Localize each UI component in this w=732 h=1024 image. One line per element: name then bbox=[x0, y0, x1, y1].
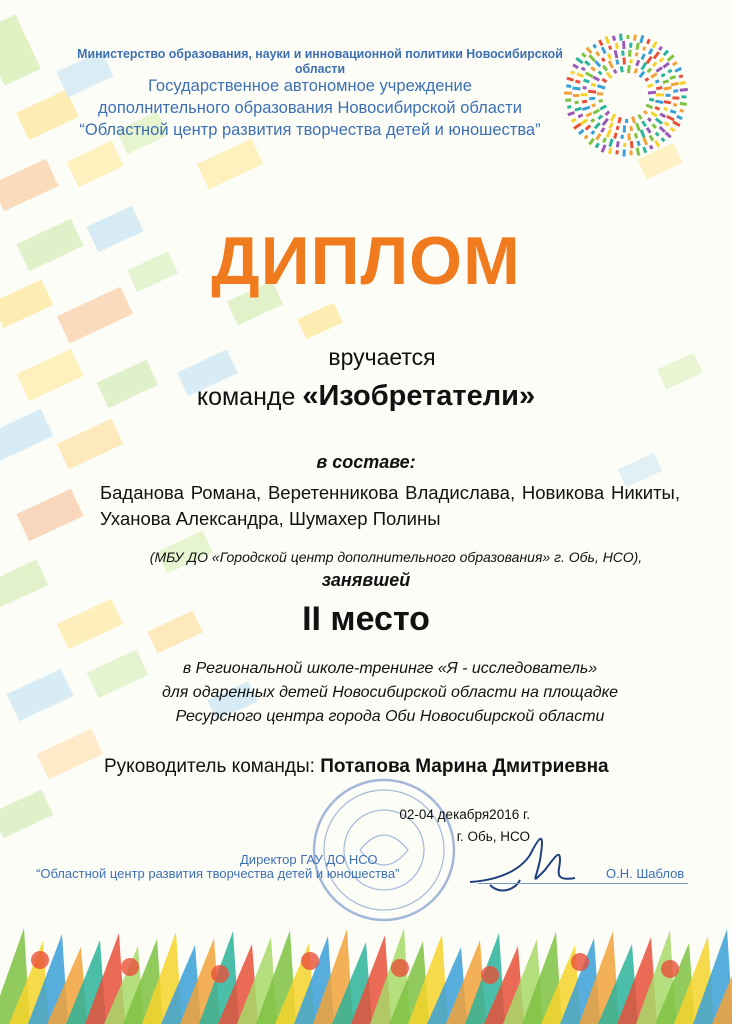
awarded-text: вручается bbox=[328, 344, 436, 370]
logo-tile bbox=[629, 126, 633, 131]
logo-tile bbox=[590, 130, 595, 135]
team-line bbox=[0, 380, 732, 413]
logo-tile bbox=[642, 46, 646, 51]
logo-tile bbox=[672, 120, 680, 127]
team-name: «Изобретатели» bbox=[302, 380, 536, 412]
logo-tile bbox=[667, 69, 672, 74]
logo-tile bbox=[654, 106, 660, 111]
logo-tile bbox=[680, 88, 688, 92]
logo-tile bbox=[602, 118, 609, 126]
logo-tile bbox=[642, 137, 648, 146]
logo-tile bbox=[666, 115, 674, 121]
logo-tile bbox=[635, 52, 639, 57]
logo-tile bbox=[629, 43, 632, 48]
date-place bbox=[300, 804, 530, 848]
logo-tile bbox=[630, 141, 634, 148]
logo-tile bbox=[621, 51, 624, 56]
logo-tile bbox=[637, 141, 641, 147]
logo-tile bbox=[634, 133, 638, 139]
logo-tile bbox=[595, 133, 601, 141]
logo-tile bbox=[623, 143, 626, 147]
director-title: Директор ГАУ ДО НСО bbox=[240, 852, 378, 867]
institution-line-3: “Областной центр развития творчества детей и юношества” bbox=[79, 121, 541, 139]
logo-tile bbox=[655, 79, 660, 83]
logo-tile bbox=[623, 57, 626, 64]
logo-tile bbox=[592, 44, 597, 49]
event-description bbox=[60, 657, 720, 729]
logo-tile bbox=[648, 91, 656, 95]
logo-tile bbox=[656, 66, 663, 73]
logo-tile bbox=[610, 113, 617, 121]
logo-tile bbox=[655, 132, 660, 137]
logo-tile bbox=[617, 117, 621, 124]
logo-tile bbox=[631, 116, 636, 124]
place-awarded: II место bbox=[302, 600, 430, 638]
logo-tile bbox=[615, 43, 619, 49]
event-city: г. Обь, НСО bbox=[456, 829, 530, 844]
logo-tile bbox=[593, 109, 601, 115]
logo-tile bbox=[606, 129, 612, 138]
logo-tile bbox=[608, 138, 613, 147]
took-label: занявшей bbox=[321, 570, 411, 590]
logo-tile bbox=[659, 57, 665, 63]
logo-tile bbox=[661, 73, 666, 78]
logo-tile bbox=[649, 135, 655, 142]
bottom-mosaic-band bbox=[0, 928, 732, 1024]
diploma-title: ДИПЛОМ bbox=[211, 223, 521, 299]
leader-name: Потапова Марина Дмитриевна bbox=[320, 756, 609, 777]
band-figure-head bbox=[661, 960, 679, 978]
logo-tile bbox=[641, 62, 648, 70]
logo-tile bbox=[591, 103, 596, 107]
logo-tile bbox=[633, 68, 638, 74]
logo-tile bbox=[637, 114, 642, 120]
logo-tile bbox=[635, 123, 641, 132]
logo-tile bbox=[599, 104, 607, 110]
ministry-line: Министерство образования, науки и инновационной политики Новосибирской области bbox=[77, 46, 563, 76]
logo-tile bbox=[608, 148, 613, 155]
logo-tile bbox=[662, 79, 669, 84]
logo-tile bbox=[586, 47, 593, 54]
logo-tile bbox=[605, 110, 611, 116]
logo-tile bbox=[659, 113, 666, 119]
logo-tile bbox=[667, 54, 675, 61]
logo-tile bbox=[663, 86, 671, 90]
logo-tile bbox=[597, 114, 603, 120]
logo-tile bbox=[650, 72, 657, 78]
logo-tile bbox=[671, 82, 679, 87]
logo-tile bbox=[613, 132, 617, 139]
logo-tile bbox=[650, 111, 657, 117]
logo-tile bbox=[679, 81, 685, 85]
logo-tile bbox=[602, 65, 608, 72]
logo-tile bbox=[635, 60, 640, 67]
logo-tile bbox=[670, 127, 676, 132]
logo-tile bbox=[651, 123, 657, 129]
logo-tile bbox=[658, 46, 663, 51]
logo-tile bbox=[602, 137, 607, 143]
logo-tile bbox=[648, 48, 654, 55]
logo-tile bbox=[680, 102, 687, 106]
logo-tile bbox=[674, 67, 682, 73]
composition-label: в составе: bbox=[316, 452, 416, 472]
logo-tile bbox=[598, 70, 603, 75]
logo-tile bbox=[607, 53, 612, 60]
logo-tile bbox=[628, 50, 632, 57]
director-name: О.Н. Шаблов bbox=[606, 866, 685, 881]
logo-tile bbox=[679, 74, 684, 78]
logo-tile bbox=[666, 94, 671, 97]
band-figure-head bbox=[121, 958, 139, 976]
logo-tile bbox=[644, 77, 649, 82]
logo-tile bbox=[623, 125, 626, 132]
logo-tile bbox=[641, 120, 647, 127]
logo-tile bbox=[601, 78, 607, 83]
logo-tile bbox=[636, 147, 641, 155]
logo-tile bbox=[589, 97, 595, 101]
logo-tile bbox=[590, 118, 595, 123]
logo-tile bbox=[670, 109, 677, 114]
logo-tile bbox=[614, 50, 619, 58]
logo-tile bbox=[600, 127, 605, 133]
logo-tile bbox=[629, 59, 633, 63]
signature-line bbox=[478, 883, 688, 884]
institution-line-1: Государственное автономное учреждение bbox=[148, 77, 472, 95]
organization-line: (МБУ ДО «Городской центр дополнительного образования» г. Обь, НСО), bbox=[149, 549, 643, 565]
logo-tile bbox=[591, 83, 597, 87]
logo-tile bbox=[635, 43, 639, 50]
logo-tile bbox=[672, 61, 678, 66]
logo-tile bbox=[629, 150, 632, 155]
logo-tile bbox=[672, 96, 679, 99]
logo-tile bbox=[646, 104, 654, 110]
logo-tile bbox=[659, 126, 666, 133]
event-line-2: для одаренных детей Новосибирской области на площадке bbox=[161, 684, 619, 701]
logo-tile bbox=[625, 119, 628, 123]
logo-tile bbox=[663, 62, 670, 69]
logo-tile bbox=[601, 47, 607, 55]
logo-tile bbox=[679, 109, 684, 113]
logo-tile bbox=[655, 100, 663, 104]
band-figure-head bbox=[391, 959, 409, 977]
logo-tile bbox=[646, 127, 652, 134]
logo-tile bbox=[622, 149, 625, 156]
logo-tile bbox=[639, 71, 646, 78]
team-prefix: команде bbox=[196, 383, 296, 411]
logo-tile bbox=[615, 150, 619, 154]
event-line-1: в Региональной школе-тренинге «Я - исследователь» bbox=[182, 660, 598, 677]
logo-tile bbox=[606, 72, 613, 79]
logo-tile bbox=[639, 35, 644, 44]
band-figure-head bbox=[211, 965, 229, 983]
logo-tile bbox=[615, 59, 619, 65]
band-figure-head bbox=[31, 951, 49, 969]
institution-line-2: дополнительного образования Новосибирской области bbox=[98, 99, 522, 117]
logo-tile bbox=[681, 95, 686, 98]
logo-tile bbox=[588, 54, 596, 62]
logo-tile bbox=[633, 35, 637, 41]
logo-tile bbox=[626, 35, 629, 39]
team-leader bbox=[104, 756, 724, 778]
logo-tile bbox=[613, 69, 617, 74]
logo-tile bbox=[598, 99, 603, 103]
event-line-3: Ресурсного центра города Оби Новосибирской области bbox=[175, 708, 605, 725]
logo-tile bbox=[627, 65, 631, 73]
logo-tile bbox=[647, 83, 654, 88]
logo-tile bbox=[663, 50, 669, 56]
logo-tile bbox=[627, 133, 630, 140]
logo-tile bbox=[608, 122, 613, 129]
logo-tile bbox=[608, 60, 614, 69]
logo-tile bbox=[649, 98, 654, 102]
logo-tile bbox=[616, 126, 620, 131]
logo-tile bbox=[597, 92, 603, 95]
logo-tile bbox=[646, 39, 651, 45]
logo-tile bbox=[594, 122, 601, 129]
logo-tile bbox=[661, 137, 666, 142]
stamp-seal bbox=[314, 780, 454, 920]
logo-tile bbox=[616, 141, 620, 147]
logo-tile bbox=[664, 100, 671, 104]
logo-tile bbox=[612, 36, 616, 42]
logo-tile bbox=[595, 51, 600, 57]
logo-tile bbox=[647, 67, 653, 73]
logo-tile bbox=[619, 34, 623, 41]
leader-label: Руководитель команды: bbox=[104, 756, 315, 777]
logo-tile bbox=[664, 121, 670, 126]
band-figure-head bbox=[301, 952, 319, 970]
logo-tile bbox=[655, 117, 663, 124]
band-figure-head bbox=[571, 953, 589, 971]
logo-tile bbox=[656, 86, 662, 90]
logo-tile bbox=[601, 57, 606, 62]
logo-tile bbox=[653, 51, 660, 59]
logo-tile bbox=[647, 117, 652, 122]
logo-tile bbox=[669, 75, 676, 80]
logo-tile bbox=[598, 39, 603, 46]
logo-tile bbox=[590, 66, 596, 71]
director-organization: “Областной центр развития творчества детей и юношества” bbox=[36, 866, 400, 881]
logo-tile bbox=[640, 129, 646, 138]
logo-tile bbox=[652, 61, 658, 67]
logo-tile bbox=[592, 76, 600, 82]
logo-tile bbox=[654, 140, 660, 148]
logo-tile bbox=[594, 60, 601, 67]
logo-tile bbox=[595, 142, 600, 148]
logo-tile bbox=[663, 107, 668, 111]
logo-tile bbox=[641, 53, 646, 60]
logo-tile bbox=[646, 56, 653, 64]
logo-tile bbox=[652, 41, 658, 49]
logo-tile bbox=[621, 135, 624, 139]
logo-tile bbox=[665, 131, 672, 138]
logo-tile bbox=[642, 147, 647, 154]
logo-tile bbox=[605, 36, 610, 45]
event-date: 02-04 декабря2016 г. bbox=[399, 807, 530, 822]
team-members: Баданова Романа, Веретенникова Владислава, Новикова Никиты, Уханова Александра, Шумахер Полины bbox=[100, 482, 680, 529]
logo-tile bbox=[608, 45, 612, 50]
logo-tile bbox=[643, 110, 648, 115]
logo-tile bbox=[622, 41, 625, 49]
logo-tile bbox=[676, 115, 683, 120]
logo-tile bbox=[601, 144, 607, 153]
logo-tile bbox=[673, 89, 678, 92]
logo-tile bbox=[620, 66, 624, 72]
logo-tile bbox=[656, 93, 664, 96]
logo-tile bbox=[649, 145, 653, 150]
logo-tile bbox=[673, 103, 677, 107]
band-figure-head bbox=[481, 966, 499, 984]
logo-tile bbox=[597, 84, 606, 89]
